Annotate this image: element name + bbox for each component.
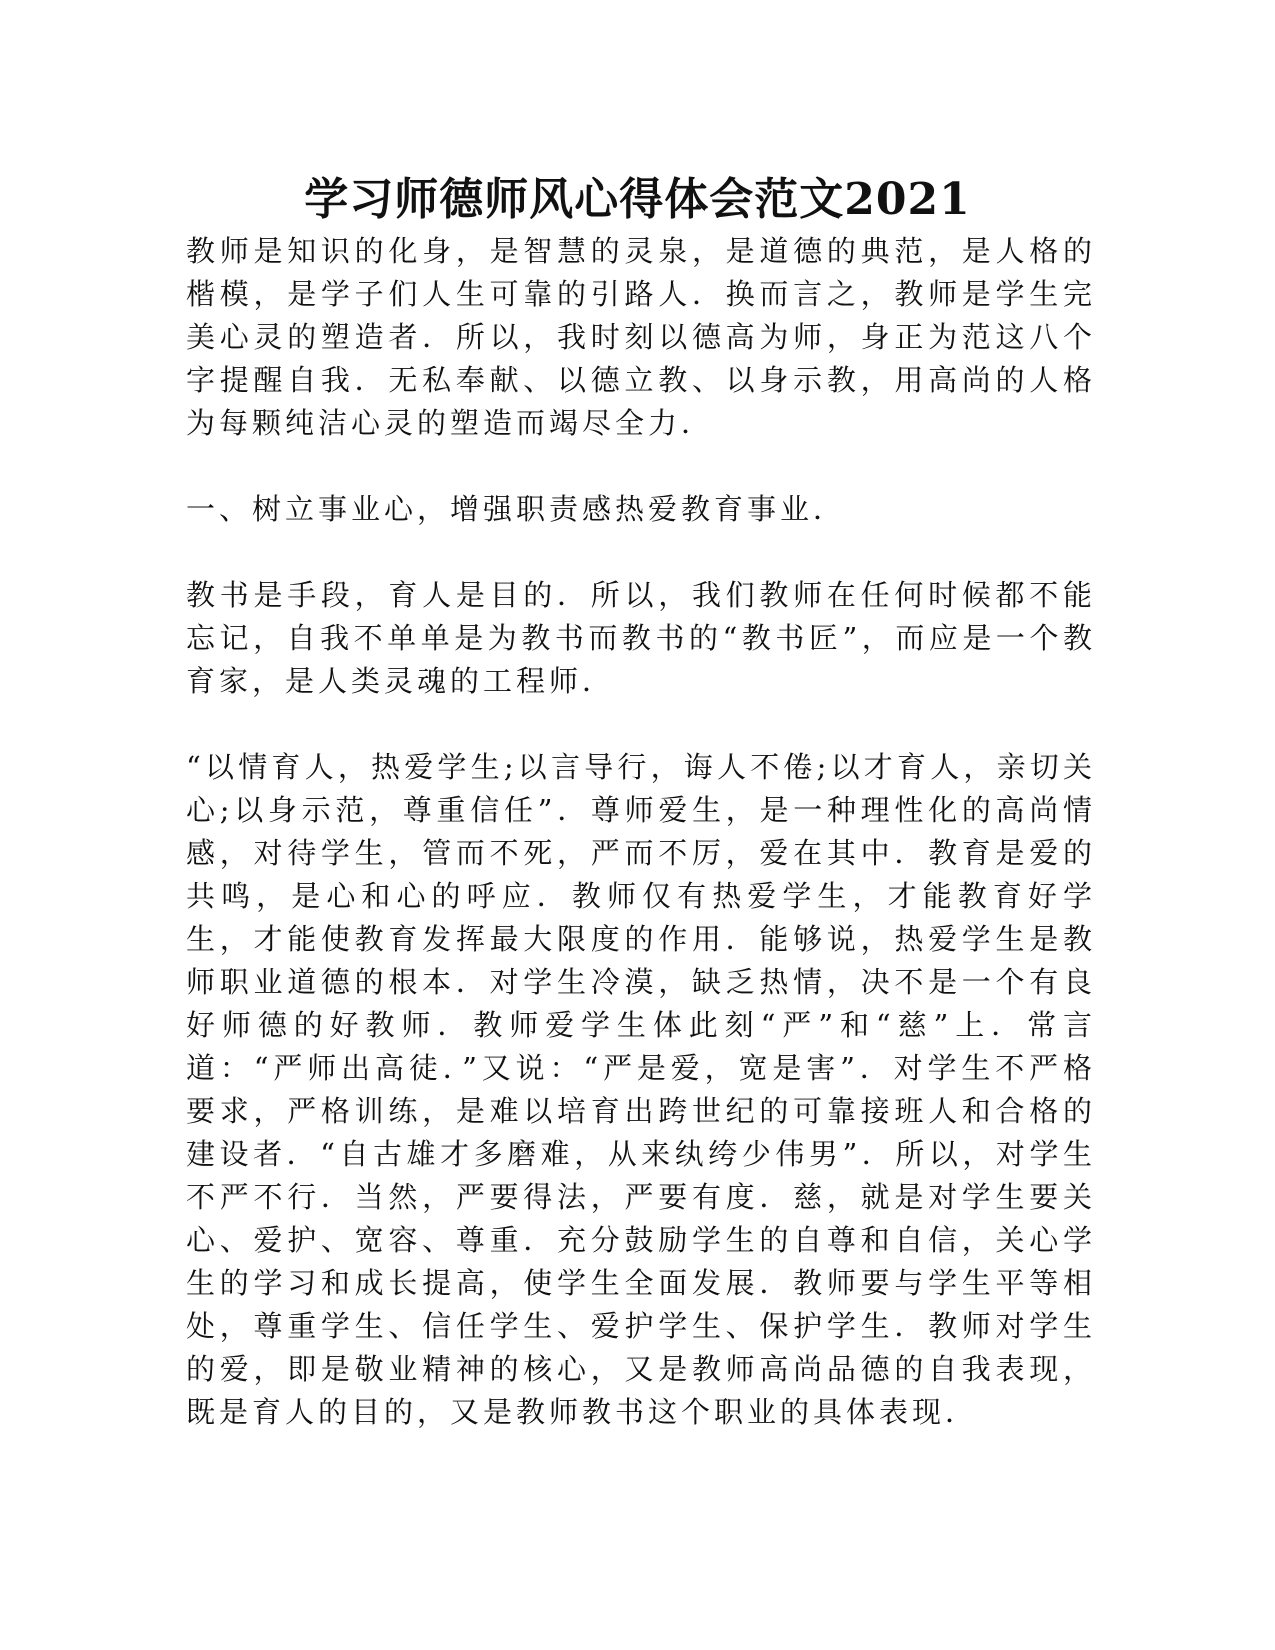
document-title: 学习师德师风心得体会范文2021 [304, 174, 971, 225]
paragraph-love-students: “以情育人，热爱学生;以言导行，诲人不倦;以才育人，亲切关心;以身示范，尊重信任”．尊师爱生，是一种理性化的高尚情感，对待学生，管而不死，严而不厉，爱在其中．教育是爱的共鸣，是心和心的呼应．教师仅有热爱学生，才能教育好学生，才能使教育发挥最大限度的作用．能够说，热爱学生是教师职业道德的根本．对学生冷漠，缺乏热情，决不是一个有良好师德的好教师．教师爱学生体此刻“严”和“慈”上．常言道：“严师出高徒．”又说：“严是爱，宽是害”．对学生不严格要求，严格训练，是难以培育出跨世纪的可靠接班人和合格的建设者．“自古雄才多磨难，从来纨绔少伟男”．所以，对学生不严不行．当然，严要得法，严要有度．慈，就是对学生要关心、爱护、宽容、尊重．充分鼓励学生的自尊和自信，关心学生的学习和成长提高，使学生全面发展．教师要与学生平等相处，尊重学生、信任学生、爱护学生、保护学生．教师对学生的爱，即是敬业精神的核心，又是教师高尚品德的自我表现，既是育人的目的，又是教师教书这个职业的具体表现． [186, 750, 1096, 1429]
paragraph-intro: 教师是知识的化身，是智慧的灵泉，是道德的典范，是人格的楷模，是学子们人生可靠的引路人．换而言之，教师是学生完美心灵的塑造者．所以，我时刻以德高为师，身正为范这八个字提醒自我．无私奉献、以德立教、以身示教，用高尚的人格为每颗纯洁心灵的塑造而竭尽全力． [186, 234, 1096, 440]
document-body [186, 230, 1096, 1434]
section-heading-1: 一、树立事业心，增强职责感热爱教育事业． [186, 492, 847, 526]
paragraph-teaching-purpose: 教书是手段，育人是目的．所以，我们教师在任何时候都不能忘记，自我不单单是为教书而教书的“教书匠”，而应是一个教育家，是人类灵魂的工程师． [186, 578, 1096, 698]
